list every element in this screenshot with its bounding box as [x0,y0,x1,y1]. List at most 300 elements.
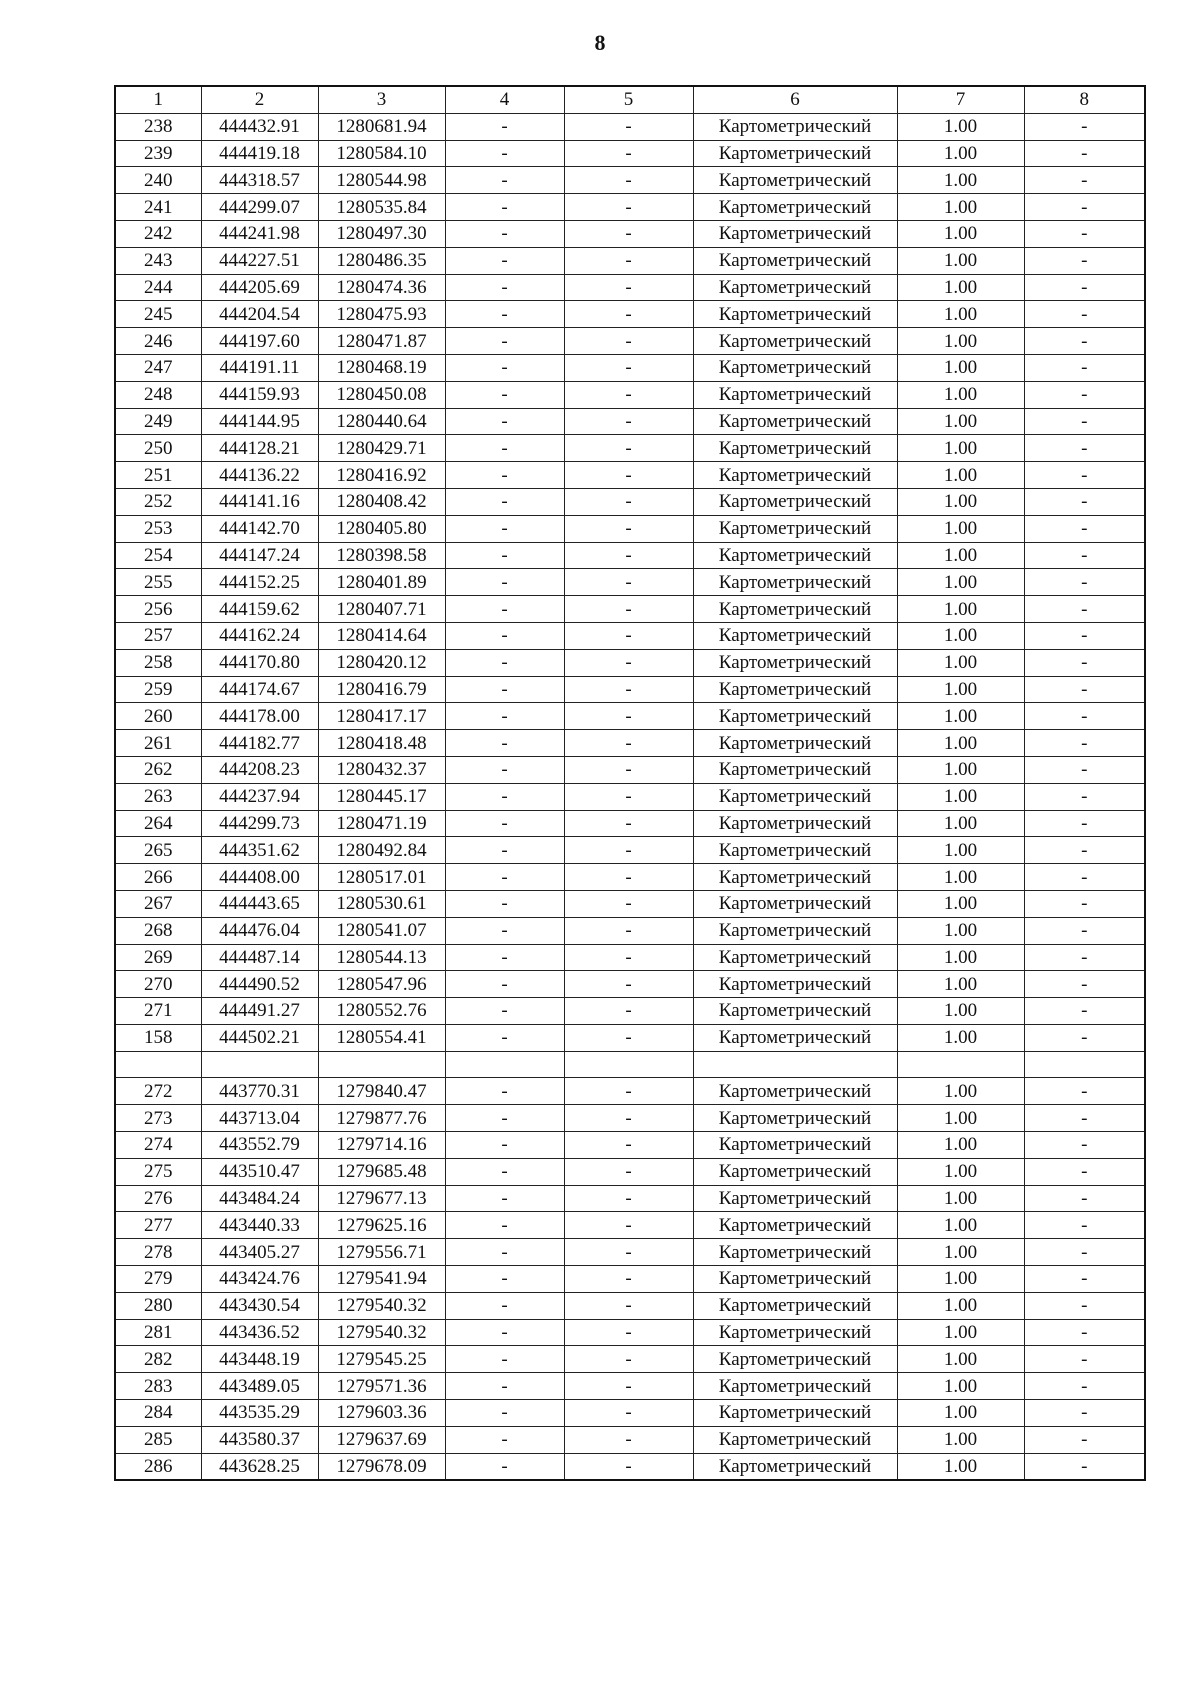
table-cell: - [564,569,693,596]
table-cell: 444197.60 [201,328,318,355]
table-cell: - [445,140,564,167]
table-cell: - [564,864,693,891]
table-cell: - [1024,596,1145,623]
table-cell: 1280416.92 [318,462,445,489]
table-cell: 1280554.41 [318,1024,445,1051]
table-cell: 265 [115,837,201,864]
table-cell: - [445,1319,564,1346]
table-cell: 1280517.01 [318,864,445,891]
column-header: 3 [318,86,445,113]
table-cell: 1279571.36 [318,1373,445,1400]
table-cell: - [564,488,693,515]
table-cell: 278 [115,1239,201,1266]
table-row [115,649,1145,676]
table-cell: 1.00 [897,703,1024,730]
table-cell: - [1024,1400,1145,1427]
table-row [115,596,1145,623]
table-cell: - [564,247,693,274]
table-row [115,1346,1145,1373]
table-cell: - [564,783,693,810]
table-cell: - [1024,488,1145,515]
table-cell: 1.00 [897,515,1024,542]
table-cell: 1.00 [897,944,1024,971]
table-cell: Картометрический [693,1426,897,1453]
table-cell: 1.00 [897,274,1024,301]
table-cell: - [1024,971,1145,998]
column-header: 4 [445,86,564,113]
table-row [115,1400,1145,1427]
table-cell: - [564,971,693,998]
table-cell: 443489.05 [201,1373,318,1400]
table-row [115,837,1145,864]
table-cell: - [445,1239,564,1266]
table-cell: - [1024,1266,1145,1293]
table-cell: 238 [115,113,201,140]
table-row [115,515,1145,542]
table-cell: 1279545.25 [318,1346,445,1373]
table-cell: 1279714.16 [318,1132,445,1159]
table-cell: 1280407.71 [318,596,445,623]
table-cell: 443430.54 [201,1292,318,1319]
table-cell: - [445,1426,564,1453]
table-cell: Картометрический [693,998,897,1025]
table-cell: 1.00 [897,1024,1024,1051]
table-cell: 1.00 [897,998,1024,1025]
table-cell: - [564,167,693,194]
table-cell: Картометрический [693,247,897,274]
table-cell: - [1024,1185,1145,1212]
table-cell: 1.00 [897,730,1024,757]
table-cell: 443440.33 [201,1212,318,1239]
table-cell: 444205.69 [201,274,318,301]
table-cell: - [1024,408,1145,435]
table-cell: 443535.29 [201,1400,318,1427]
table-cell: 444204.54 [201,301,318,328]
table-cell: 444490.52 [201,971,318,998]
table-cell: - [564,462,693,489]
table-cell: - [445,917,564,944]
table-cell: 1.00 [897,301,1024,328]
table-cell: 1280429.71 [318,435,445,462]
table-cell: 243 [115,247,201,274]
table-cell: - [564,1185,693,1212]
table-cell: 284 [115,1400,201,1427]
table-cell: 275 [115,1158,201,1185]
table-cell: 1280414.64 [318,622,445,649]
table-cell: 443552.79 [201,1132,318,1159]
table-cell: - [445,1373,564,1400]
table-cell: 444432.91 [201,113,318,140]
table-cell: 444170.80 [201,649,318,676]
table-cell: 1.00 [897,354,1024,381]
table-cell: Картометрический [693,462,897,489]
table-cell: Картометрический [693,730,897,757]
table-cell: - [564,328,693,355]
table-cell: 444351.62 [201,837,318,864]
table-cell: 1279541.94 [318,1266,445,1293]
table-row [115,301,1145,328]
table-cell: Картометрический [693,917,897,944]
table-cell: 1279877.76 [318,1105,445,1132]
table-cell: 247 [115,354,201,381]
table-row [115,1212,1145,1239]
table-cell: - [564,837,693,864]
table-cell: 276 [115,1185,201,1212]
table-cell: Картометрический [693,1292,897,1319]
table-cell: 1279556.71 [318,1239,445,1266]
table-cell: Картометрический [693,1158,897,1185]
table-cell: Картометрический [693,1319,897,1346]
table-cell: - [1024,622,1145,649]
table-row [115,167,1145,194]
table-cell: - [564,274,693,301]
table-cell: 1.00 [897,676,1024,703]
table-cell: 1280552.76 [318,998,445,1025]
table-row [115,1453,1145,1480]
table-cell: 1279540.32 [318,1319,445,1346]
table-cell: 254 [115,542,201,569]
table-cell: 443436.52 [201,1319,318,1346]
table-cell: - [445,542,564,569]
table-cell: - [1024,917,1145,944]
table-cell [897,1051,1024,1078]
table-cell: - [1024,247,1145,274]
table-cell: - [445,488,564,515]
table-cell: - [564,756,693,783]
table-cell: - [1024,944,1145,971]
table-cell: 443424.76 [201,1266,318,1293]
table-cell: 1279540.32 [318,1292,445,1319]
table-row [115,998,1145,1025]
table-cell: - [1024,649,1145,676]
table-cell: - [445,1185,564,1212]
table-cell: 255 [115,569,201,596]
table-cell: - [445,462,564,489]
table-row [115,1266,1145,1293]
table-cell: 1.00 [897,1426,1024,1453]
table-cell: - [564,1158,693,1185]
table-cell: 244 [115,274,201,301]
table-cell: 240 [115,167,201,194]
table-cell: 1280468.19 [318,354,445,381]
table-cell: 1280492.84 [318,837,445,864]
table-cell: 444208.23 [201,756,318,783]
table-cell: Картометрический [693,864,897,891]
table-cell: - [445,167,564,194]
table-cell: 245 [115,301,201,328]
table-row [115,569,1145,596]
table-row [115,1373,1145,1400]
table-cell: 1.00 [897,1319,1024,1346]
table-cell: Картометрический [693,810,897,837]
table-cell: 261 [115,730,201,757]
column-header: 1 [115,86,201,113]
table-cell: 259 [115,676,201,703]
table-cell: - [1024,1024,1145,1051]
table-row [115,462,1145,489]
table-row [115,354,1145,381]
table-cell: 1279603.36 [318,1400,445,1427]
table-cell: - [445,676,564,703]
column-header: 8 [1024,86,1145,113]
table-cell: 1.00 [897,1239,1024,1266]
table-cell: Картометрический [693,1453,897,1480]
table-cell: 444191.11 [201,354,318,381]
table-row [115,1292,1145,1319]
table-cell: Картометрический [693,703,897,730]
table-cell: - [1024,1078,1145,1105]
table-row [115,890,1145,917]
table-cell: - [1024,756,1145,783]
table-cell: - [445,1212,564,1239]
table-cell: 1280471.19 [318,810,445,837]
table-cell: 443713.04 [201,1105,318,1132]
table-row [115,408,1145,435]
table-cell: - [1024,1212,1145,1239]
table-cell: Картометрический [693,220,897,247]
table-cell: Картометрический [693,435,897,462]
table-cell: - [1024,837,1145,864]
table-cell: 264 [115,810,201,837]
table-row [115,435,1145,462]
table-cell: - [1024,1105,1145,1132]
table-cell: - [564,596,693,623]
table-cell: 242 [115,220,201,247]
table-row [115,220,1145,247]
table-cell: - [1024,515,1145,542]
table-cell: 444443.65 [201,890,318,917]
table-cell: 249 [115,408,201,435]
table-cell [693,1051,897,1078]
table-row [115,1105,1145,1132]
table-cell: - [564,917,693,944]
table-cell [445,1051,564,1078]
table-cell: 256 [115,596,201,623]
table-cell: - [1024,1239,1145,1266]
table-cell: - [564,1292,693,1319]
table-cell: - [564,1400,693,1427]
table-cell [115,1051,201,1078]
table-cell: - [564,1078,693,1105]
column-header: 6 [693,86,897,113]
table-cell: - [564,1239,693,1266]
table-cell: 274 [115,1132,201,1159]
table-row [115,247,1145,274]
table-cell: - [445,1292,564,1319]
table-cell: 1280417.17 [318,703,445,730]
table-cell: 1280471.87 [318,328,445,355]
table-cell: 443580.37 [201,1426,318,1453]
table-cell: - [445,1024,564,1051]
table-cell: 1280405.80 [318,515,445,542]
table-cell: - [1024,1132,1145,1159]
coordinates-table [114,85,1146,1481]
table-cell: 1.00 [897,569,1024,596]
table-cell: - [564,998,693,1025]
table-row [115,1185,1145,1212]
table-cell: Картометрический [693,622,897,649]
table-cell: Картометрический [693,1346,897,1373]
table-cell: - [445,435,564,462]
table-cell: 158 [115,1024,201,1051]
table-cell: 443628.25 [201,1453,318,1480]
table-cell: Картометрический [693,890,897,917]
table-cell: 444147.24 [201,542,318,569]
table-cell: Картометрический [693,1266,897,1293]
table-row [115,917,1145,944]
table-cell: - [564,1346,693,1373]
table-cell: 444299.73 [201,810,318,837]
table-cell: Картометрический [693,783,897,810]
table-cell: 1.00 [897,1158,1024,1185]
table-cell: 1.00 [897,328,1024,355]
table-cell: Картометрический [693,971,897,998]
table-cell: 1280416.79 [318,676,445,703]
table-cell: 1280445.17 [318,783,445,810]
table-cell: 260 [115,703,201,730]
table-body [115,113,1145,1480]
table-cell: - [445,515,564,542]
table-cell: 1280584.10 [318,140,445,167]
table-cell: 1.00 [897,1266,1024,1293]
table-cell: 1280408.42 [318,488,445,515]
table-cell: 1279840.47 [318,1078,445,1105]
table-cell: 1.00 [897,194,1024,221]
table-cell: Картометрический [693,1373,897,1400]
table-cell: 1.00 [897,247,1024,274]
table-cell: 281 [115,1319,201,1346]
table-row [115,1024,1145,1051]
table-cell: 1280544.13 [318,944,445,971]
table-cell: - [1024,462,1145,489]
table-cell: - [564,649,693,676]
table-cell: Картометрический [693,354,897,381]
table-cell: 1279678.09 [318,1453,445,1480]
table-cell: - [445,971,564,998]
table-cell: 1.00 [897,462,1024,489]
table-cell: Картометрический [693,837,897,864]
table-cell: - [564,354,693,381]
table-cell: - [445,596,564,623]
table-row [115,810,1145,837]
table-cell: 1.00 [897,113,1024,140]
table-cell: - [564,703,693,730]
table-cell: 1280450.08 [318,381,445,408]
table-cell: 1.00 [897,596,1024,623]
table-row [115,488,1145,515]
table-cell: Картометрический [693,1212,897,1239]
table-cell: - [564,1319,693,1346]
table-cell: Картометрический [693,515,897,542]
table-cell [318,1051,445,1078]
table-cell: 258 [115,649,201,676]
table-cell: 443770.31 [201,1078,318,1105]
table-cell: - [445,381,564,408]
table-cell: - [1024,381,1145,408]
table-cell: 444144.95 [201,408,318,435]
table-row [115,113,1145,140]
table-cell: 282 [115,1346,201,1373]
table-cell: - [445,113,564,140]
table-cell: - [445,810,564,837]
table-cell: Картометрический [693,1105,897,1132]
table-cell: - [445,301,564,328]
table-cell: - [1024,783,1145,810]
table-cell: - [564,515,693,542]
table-cell: 444476.04 [201,917,318,944]
table-cell: 444136.22 [201,462,318,489]
table-cell: - [1024,167,1145,194]
table-row [115,944,1145,971]
table-cell: - [564,301,693,328]
table-cell: - [445,1400,564,1427]
table-cell: - [1024,1346,1145,1373]
table-row [115,1239,1145,1266]
table-cell: - [564,944,693,971]
table-cell: Картометрический [693,1239,897,1266]
table-cell: 444159.93 [201,381,318,408]
table-cell: 1.00 [897,649,1024,676]
table-cell: 443448.19 [201,1346,318,1373]
table-cell: - [445,1158,564,1185]
table-row [115,542,1145,569]
table-cell: 1280497.30 [318,220,445,247]
table-row [115,1158,1145,1185]
table-cell: 262 [115,756,201,783]
table-cell: 1.00 [897,1185,1024,1212]
table-cell: 1279685.48 [318,1158,445,1185]
table-cell: 1.00 [897,1400,1024,1427]
table-cell: Картометрический [693,328,897,355]
table-cell: 1.00 [897,381,1024,408]
table-cell: - [1024,274,1145,301]
table-cell: 1.00 [897,622,1024,649]
table-row [115,730,1145,757]
table-cell: 444318.57 [201,167,318,194]
table-cell: - [1024,730,1145,757]
table-cell: - [445,649,564,676]
table-cell: - [564,1266,693,1293]
table-cell: 1.00 [897,435,1024,462]
table-cell: - [445,274,564,301]
table-cell: 444241.98 [201,220,318,247]
table-cell: - [1024,703,1145,730]
table-cell: 241 [115,194,201,221]
table-cell: 444502.21 [201,1024,318,1051]
table-cell: Картометрический [693,944,897,971]
table-cell: - [1024,301,1145,328]
table-cell: 252 [115,488,201,515]
table-row [115,622,1145,649]
table-cell: 1.00 [897,783,1024,810]
table-cell: 1280440.64 [318,408,445,435]
table-cell: - [564,622,693,649]
table-cell: - [445,622,564,649]
table-cell: - [1024,1373,1145,1400]
table-row [115,756,1145,783]
table-cell: - [1024,113,1145,140]
table-cell: 1.00 [897,1132,1024,1159]
table-cell: Картометрический [693,194,897,221]
table-cell: - [564,1453,693,1480]
table-cell: 444159.62 [201,596,318,623]
table-cell: Картометрический [693,167,897,194]
table-cell: 1280474.36 [318,274,445,301]
table-cell: - [1024,194,1145,221]
table-cell: - [445,837,564,864]
table-cell: - [445,783,564,810]
table-cell: - [564,1373,693,1400]
